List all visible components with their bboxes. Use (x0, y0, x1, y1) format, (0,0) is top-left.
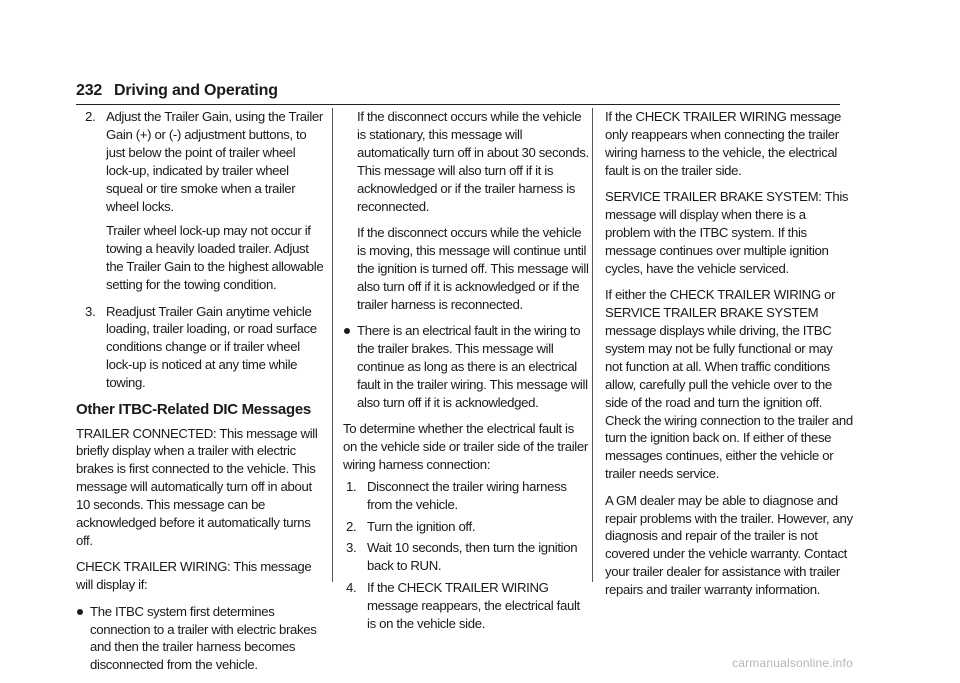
column-divider (332, 108, 333, 582)
watermark: carmanualsonline.info (732, 656, 853, 670)
bullet-item (76, 603, 324, 675)
column-1 (76, 108, 324, 683)
step-number: 1. (346, 478, 357, 494)
step-text: Wait 10 seconds, then turn the ignition back to RUN. (367, 540, 578, 574)
step-text: Readjust Trailer Gain anytime vehicle loading, trailer loading, or road surface conditions change or if trailer wheel lock-up is noticed at any time while towing. (106, 303, 317, 391)
step-number: 3. (85, 303, 96, 319)
column-divider (592, 108, 593, 582)
page-number: 232 (76, 82, 103, 99)
step-item (343, 579, 591, 633)
paragraph: A GM dealer may be able to diagnose and repair problems with the trailer. However, any diagnosis and repair of the trailer is not covered under the vehicle warranty. Contact your trailer dealer for assistance with trailer repairs and trailer warranty information. (605, 492, 853, 598)
paragraph: SERVICE TRAILER BRAKE SYSTEM: This message will display when there is a problem with the ITBC system. If this message continues over multiple ignition cycles, have the vehicle serviced. (605, 189, 849, 276)
section-title: Driving and Operating (114, 82, 278, 99)
paragraph: TRAILER CONNECTED: This message will briefly display when a trailer with electric brakes is first connected to the vehicle. This message will automatically turn off in about 10 seconds. This message can be acknowledged before it automatically turns off. (76, 425, 318, 548)
paragraph: If the disconnect occurs while the vehicle is moving, this message will continue until the ignition is turned off. This message will also turn off if it is acknowledged or if the trailer harness is reconnected. (357, 224, 589, 312)
column-3 (605, 108, 853, 608)
step-item (76, 303, 324, 393)
subsection-heading: Other ITBC-Related DIC Messages (76, 400, 311, 418)
bullet-item (343, 322, 591, 412)
step-note: Trailer wheel lock-up may not occur if towing a heavily loaded trailer. Adjust the Trailer Gain to the highest allowable setting for the towing condition. (106, 223, 324, 293)
bullet-icon (344, 328, 350, 334)
step-number: 4. (346, 580, 357, 596)
step-text: Disconnect the trailer wiring harness from the vehicle. (367, 478, 567, 512)
paragraph: To determine whether the electrical fault is on the vehicle side or trailer side of the trailer wiring harness connection: (343, 421, 588, 472)
step-item (76, 108, 324, 215)
step-number: 3. (346, 540, 357, 556)
column-2 (343, 108, 591, 637)
step-text: If the CHECK TRAILER WIRING message reappears, the electrical fault is on the vehicle side. (367, 580, 580, 632)
step-text: Adjust the Trailer Gain, using the Trailer Gain (+) or (-) adjustment buttons, to just below the point of trailer wheel lock-up, indicated by trailer wheel squeal or tire smoke when a trailer wheel locks. (106, 109, 323, 214)
step-number: 2. (85, 109, 96, 124)
bullet-text: The ITBC system first determines connection to a trailer with electric brakes and then the trailer harness becomes disconnected from the vehicle. (90, 603, 317, 673)
bullet-text: There is an electrical fault in the wiring to the trailer brakes. This message will continue as long as there is an electrical fault in the trailer wiring. This message will also turn off if it is acknowledged. (357, 322, 588, 410)
step-item (343, 539, 591, 575)
step-number: 2. (346, 518, 357, 534)
paragraph: If either the CHECK TRAILER WIRING or SERVICE TRAILER BRAKE SYSTEM message displays while driving, the ITBC system may not be fully functional or may not function at all. When traffic conditions allow, carefully pull the vehicle over to the side of the road and turn the ignition off. Check the wiring connection to the trailer and turn the ignition back on. If either of these messages continues, either the vehicle or trailer needs service. (605, 287, 853, 482)
page-header (76, 80, 840, 105)
step-list (343, 478, 591, 633)
paragraph: If the disconnect occurs while the vehicle is stationary, this message will automatically turn off in about 30 seconds. This message will also turn off if it is acknowledged or if the trailer harness is reconnected. (357, 109, 589, 214)
bullet-icon (77, 609, 83, 615)
step-text: Turn the ignition off. (367, 518, 476, 534)
step-item (343, 478, 591, 514)
paragraph: CHECK TRAILER WIRING: This message will display if: (76, 559, 312, 593)
paragraph: If the CHECK TRAILER WIRING message only reappears when connecting the trailer wiring harness to the vehicle, the electrical fault is on the trailer side. (605, 109, 841, 178)
step-item (343, 518, 591, 536)
